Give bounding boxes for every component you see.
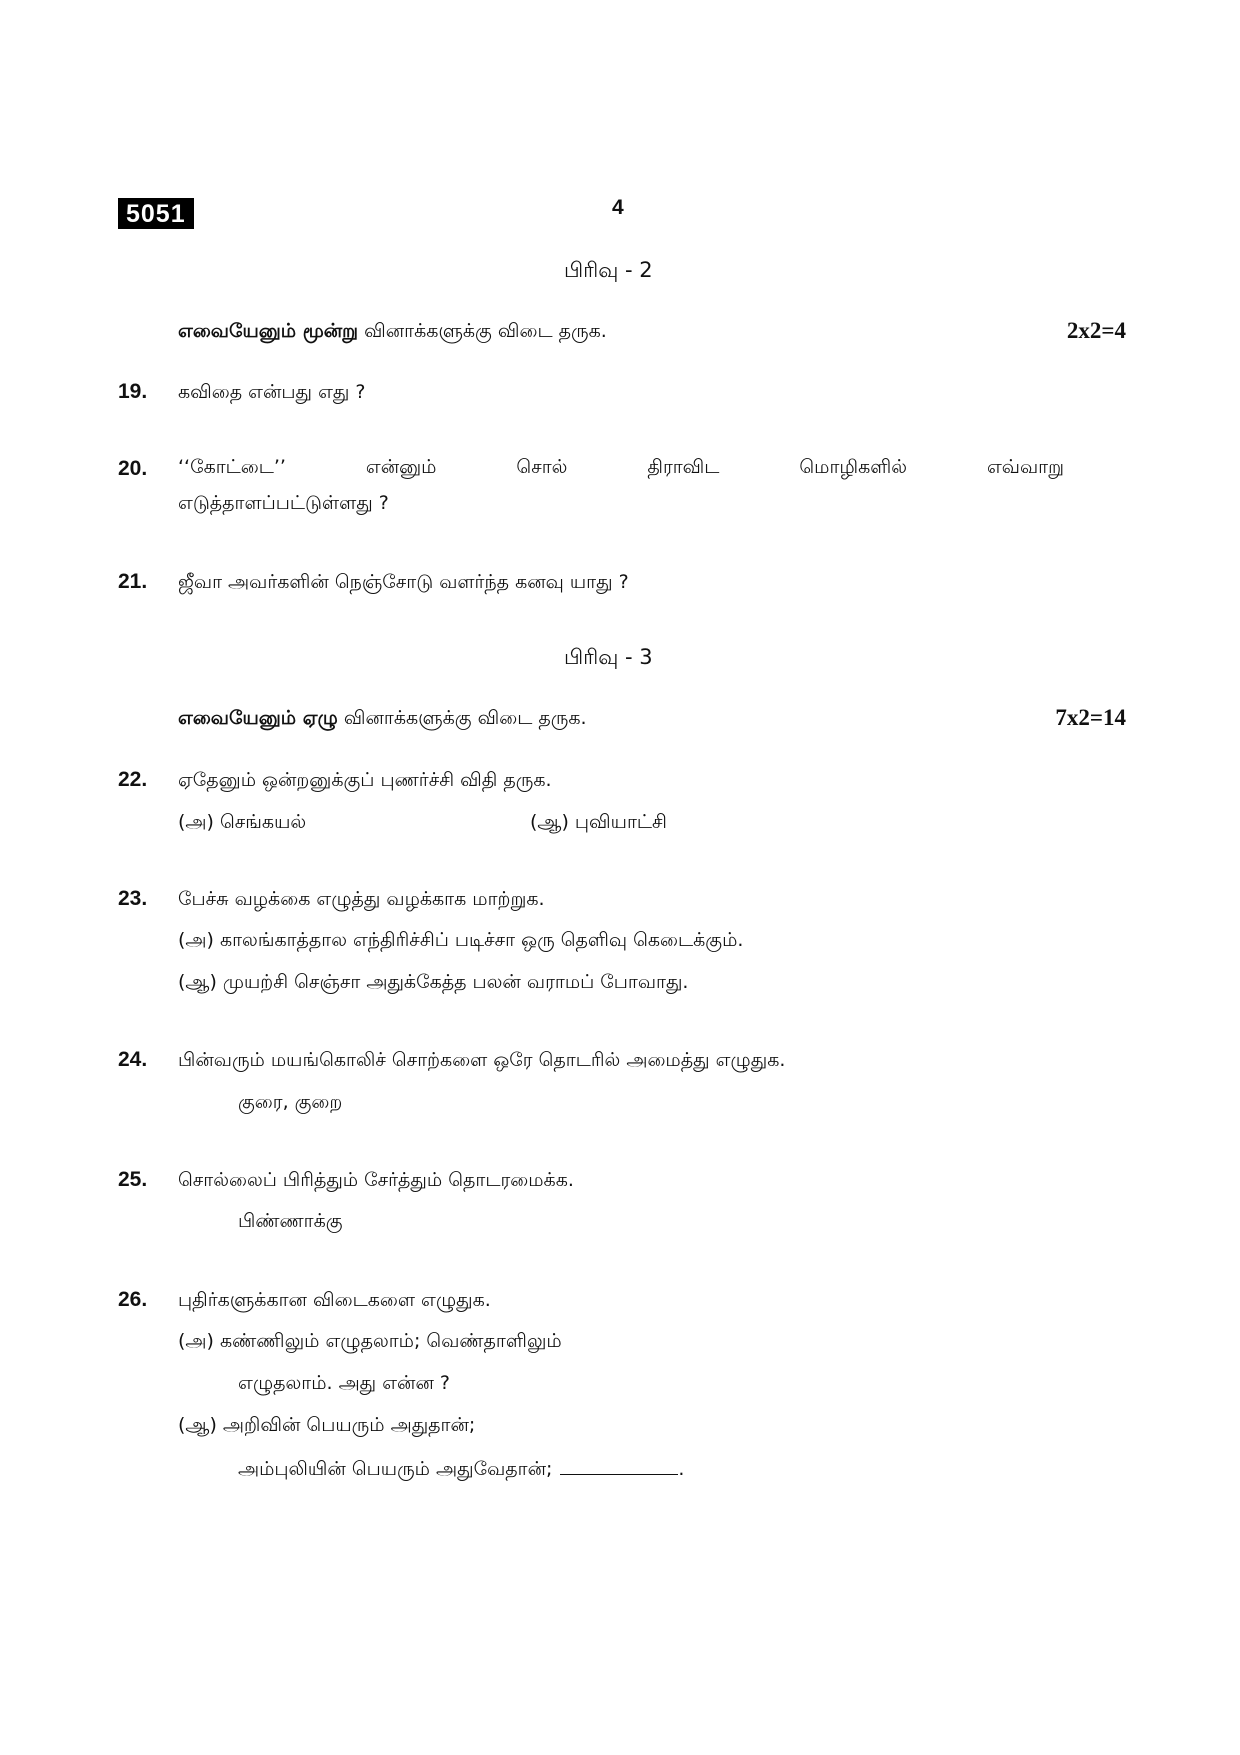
- page-code-badge: 5051: [118, 198, 194, 229]
- question-25-word: பிண்ணாக்கு: [238, 1210, 343, 1232]
- question-26-text: புதிர்களுக்கான விடைகளை எழுதுக.: [178, 1289, 491, 1311]
- question-24-words: குரை, குறை: [238, 1091, 343, 1113]
- question-22-number: 22.: [118, 768, 148, 791]
- question-20-word: என்னும்: [365, 456, 437, 478]
- question-19-text: கவிதை என்பது எது ?: [178, 381, 366, 403]
- question-26-option-b-line-2-text: அம்புலியின் பெயரும் அதுவேதான்;: [238, 1458, 553, 1480]
- question-20-line-1: [178, 456, 1064, 481]
- page-number: 4: [612, 196, 624, 219]
- question-22-option-b: (ஆ) புவியாட்சி: [530, 811, 667, 833]
- answer-blank-line: [560, 1456, 678, 1475]
- question-23-text: பேச்சு வழக்கை எழுத்து வழக்காக மாற்றுக.: [178, 888, 545, 910]
- question-23-number: 23.: [118, 887, 148, 910]
- question-20-word: திராவிட: [647, 456, 720, 478]
- question-21-text: ஜீவா அவர்களின் நெஞ்சோடு வளர்ந்த கனவு யாது ?: [178, 571, 629, 593]
- question-21-number: 21.: [118, 570, 148, 593]
- question-26-option-a-line-1: (அ) கண்ணிலும் எழுதலாம்; வெண்தாளிலும்: [178, 1330, 562, 1352]
- section-2-instruction-rest: வினாக்களுக்கு விடை தருக.: [358, 320, 607, 342]
- question-20-line-2: எடுத்தாளப்பட்டுள்ளது ?: [178, 492, 389, 514]
- section-3-instruction: [178, 707, 587, 732]
- section-2-instruction: [178, 320, 607, 345]
- question-25-number: 25.: [118, 1168, 148, 1191]
- section-3-instruction-rest: வினாக்களுக்கு விடை தருக.: [337, 707, 587, 729]
- question-26-number: 26.: [118, 1288, 148, 1311]
- section-2-title-text: பிரிவு - 2: [564, 258, 653, 282]
- section-2-marks: 2x2=4: [1066, 318, 1126, 343]
- question-23-option-a: (அ) காலங்காத்தால எந்திரிச்சிப் படிச்சா ஒரு தெளிவு கெடைக்கும்.: [178, 929, 744, 951]
- question-26-option-b-end: .: [678, 1458, 685, 1480]
- question-22-text: ஏதேனும் ஒன்றனுக்குப் புணர்ச்சி விதி தருக.: [178, 769, 552, 791]
- section-2-instruction-bold: எவையேனும் மூன்று: [178, 320, 359, 342]
- question-20-word: மொழிகளில்: [799, 456, 908, 478]
- question-24-text: பின்வரும் மயங்கொலிச் சொற்களை ஒரே தொடரில் அமைத்து எழுதுக.: [178, 1049, 786, 1071]
- section-3-marks: 7x2=14: [1055, 705, 1126, 730]
- question-20-word: எவ்வாறு: [986, 456, 1064, 478]
- question-26-option-b-line-2: [238, 1456, 684, 1483]
- question-23-option-b: (ஆ) முயற்சி செஞ்சா அதுக்கேத்த பலன் வராமப் போவாது.: [178, 971, 689, 993]
- question-26-option-b-line-1: (ஆ) அறிவின் பெயரும் அதுதான்;: [178, 1414, 476, 1436]
- question-26-option-a-line-2: எழுதலாம். அது என்ன ?: [238, 1372, 450, 1394]
- question-20-number: 20.: [118, 457, 148, 480]
- question-19-number: 19.: [118, 380, 148, 403]
- section-3-title-text: பிரிவு - 3: [564, 645, 653, 669]
- question-20-word: ‘‘கோட்டை’’: [178, 456, 286, 478]
- question-22-option-a: (அ) செங்கயல்: [178, 811, 307, 833]
- question-20-word: சொல்: [516, 456, 568, 478]
- question-24-number: 24.: [118, 1048, 148, 1071]
- section-3-instruction-bold: எவையேனும் ஏழு: [178, 707, 338, 729]
- question-25-text: சொல்லைப் பிரித்தும் சேர்த்தும் தொடரமைக்க.: [178, 1169, 574, 1191]
